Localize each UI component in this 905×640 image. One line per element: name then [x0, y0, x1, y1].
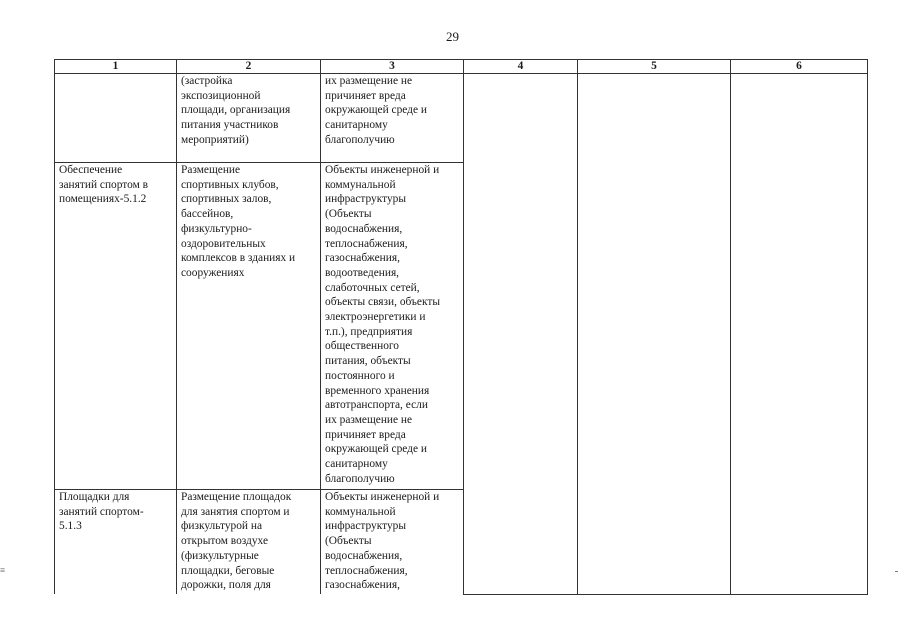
table-cell-description — [177, 163, 321, 490]
column-header-1: 1 — [55, 60, 177, 74]
cell-text: их размещение не причиняет вреда окружающей среде и санитарному благополучию — [325, 75, 427, 146]
margin-tick — [895, 571, 898, 572]
table-cell-column-5 — [578, 74, 731, 595]
table-cell-column-6 — [731, 74, 868, 595]
column-header-2: 2 — [177, 60, 321, 74]
table-cell-activity — [55, 74, 177, 163]
page-number: 29 — [446, 29, 459, 44]
cell-text: Площадки для занятий спортом- 5.1.3 — [59, 491, 144, 533]
column-header-4: 4 — [464, 60, 578, 74]
margin-mark: ≡ — [0, 565, 6, 575]
zoning-table — [54, 59, 868, 595]
table-cell-auxiliary — [321, 163, 464, 490]
column-header-3: 3 — [321, 60, 464, 74]
cell-text: Объекты инженерной и коммунальной инфраструктуры (Объекты водоснабжения, теплоснабжения, газоснабжения, — [325, 491, 440, 592]
table-cell-description — [177, 490, 321, 595]
cell-text: Обеспечение занятий спортом в помещениях-5.1.2 — [59, 164, 149, 206]
cell-text: Размещение площадок для занятия спортом и физкультурой на открытом воздухе (физкультурные площадки, беговые дорожки, поля для — [181, 491, 292, 592]
table-cell-activity — [55, 163, 177, 490]
table-header-row — [55, 60, 868, 74]
cell-text: (застройка экспозиционной площади, организация питания участников мероприятий) — [181, 75, 291, 146]
cell-text: Объекты инженерной и коммунальной инфраструктуры (Объекты водоснабжения, теплоснабжения, газоснабжения, водоотведения, слаботочных сетей, объекты связи, объекты электроэнергетики и т.п.), предприятия общественного питания, объекты постоянного и временного хранения автотранспорта, если их размещение не причиняет вреда окружающей среде и санитарному благополучию — [325, 164, 440, 485]
column-header-6: 6 — [731, 60, 868, 74]
table-cell-auxiliary — [321, 490, 464, 595]
cell-text: Размещение спортивных клубов, спортивных залов, бассейнов, физкультурно- оздоровительных комплексов в зданиях и сооружениях — [181, 164, 296, 279]
table-cell-description — [177, 74, 321, 163]
table-cell-auxiliary — [321, 74, 464, 163]
table-cell-column-4 — [464, 74, 578, 595]
table-cell-activity — [55, 490, 177, 595]
table-row — [55, 74, 868, 163]
column-header-5: 5 — [578, 60, 731, 74]
